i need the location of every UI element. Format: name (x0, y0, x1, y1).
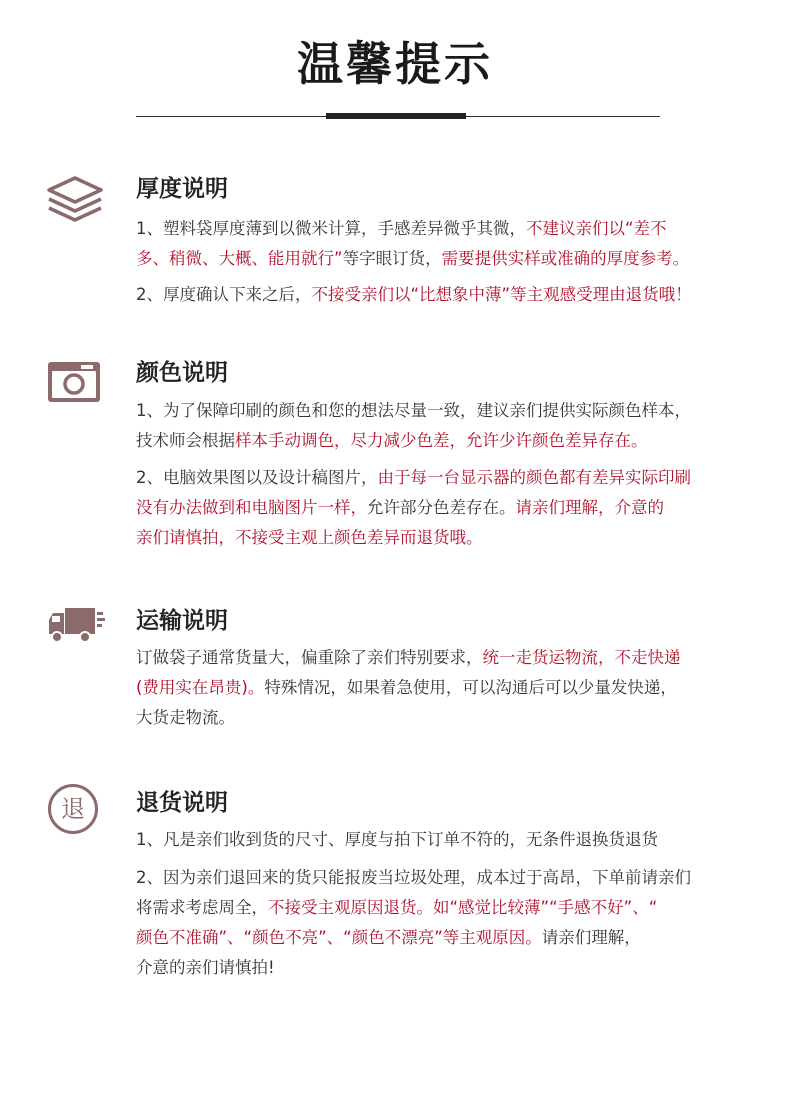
text: 2、厚度确认下来之后， (136, 285, 312, 304)
text: 2、电脑效果图以及设计稿图片， (136, 468, 378, 487)
highlight-text: 统一走货运物流，不走快递 (482, 648, 681, 667)
return-circle-icon (48, 784, 98, 834)
section-title: 退货说明 (136, 790, 228, 816)
section-title: 厚度说明 (136, 176, 228, 202)
highlight-text: 颜色不准确”、“颜色不亮”、“颜色不漂亮”等主观原因。 (136, 928, 542, 947)
paragraph (136, 396, 756, 456)
highlight-text: 不接受主观原因退货。如“感觉比较薄”“手感不好”、“ (268, 898, 658, 917)
text: 等字眼订货， (342, 249, 442, 268)
delivery-truck-icon (45, 596, 105, 656)
highlight-text: 需要提供实样或准确的厚度参考。 (441, 249, 690, 268)
paragraph (136, 643, 756, 733)
text: 请亲们理解， (541, 928, 641, 947)
paragraph (136, 825, 756, 855)
section-title: 运输说明 (136, 608, 228, 634)
text: 介意的亲们请慎拍! (136, 958, 275, 977)
page-title: 温馨提示 (297, 37, 493, 91)
highlight-text: 亲们请慎拍，不接受主观上颜色差异而退货哦。 (136, 528, 483, 547)
highlight-text: 多、稍微、大概、能用就行” (136, 249, 343, 268)
highlight-text: 请亲们理解，介意的 (515, 498, 664, 517)
highlight-text: 没有办法做到和电脑图片一样， (136, 498, 367, 517)
text: 技术师会根据 (136, 431, 235, 450)
text: 订做袋子通常货量大，偏重除了亲们特别要求， (136, 648, 483, 667)
highlight-text: 不接受亲们以“比想象中薄”等主观感受理由退货哦！ (311, 285, 692, 304)
paragraph (136, 463, 756, 553)
text: 1、塑料袋厚度薄到以微米计算，手感差异微乎其微， (136, 219, 526, 238)
camera-icon (45, 354, 105, 414)
text: 允许部分色差存在。 (367, 498, 516, 517)
text: 1、为了保障印刷的颜色和您的想法尽量一致，建议亲们提供实际颜色样本， (136, 401, 691, 420)
return-icon-char: 退 (61, 795, 85, 823)
paragraph (136, 214, 756, 274)
text: 1、凡是亲们收到货的尺寸、厚度与拍下订单不符的，无条件退换货退货 (136, 830, 658, 849)
section-title: 颜色说明 (136, 360, 228, 386)
stacked-layers-icon (45, 172, 105, 232)
highlight-text: 样本手动调色，尽力减少色差，允许少许颜色差异存在。 (235, 431, 648, 450)
text: 特殊情况，如果着急使用，可以沟通后可以少量发快递， (264, 678, 677, 697)
text: 大货走物流。 (136, 708, 235, 727)
highlight-text: 由于每一台显示器的颜色都有差异实际印刷 (377, 468, 691, 487)
paragraph (136, 280, 756, 310)
title-underline-bar (326, 113, 466, 119)
highlight-text: 不建议亲们以“差不 (526, 219, 667, 238)
text: 将需求考虑周全， (136, 898, 268, 917)
text: 2、因为亲们退回来的货只能报废当垃圾处理，成本过于高昂，下单前请亲们 (136, 868, 691, 887)
paragraph (136, 863, 756, 983)
highlight-text: (费用实在昂贵)。 (136, 678, 265, 697)
